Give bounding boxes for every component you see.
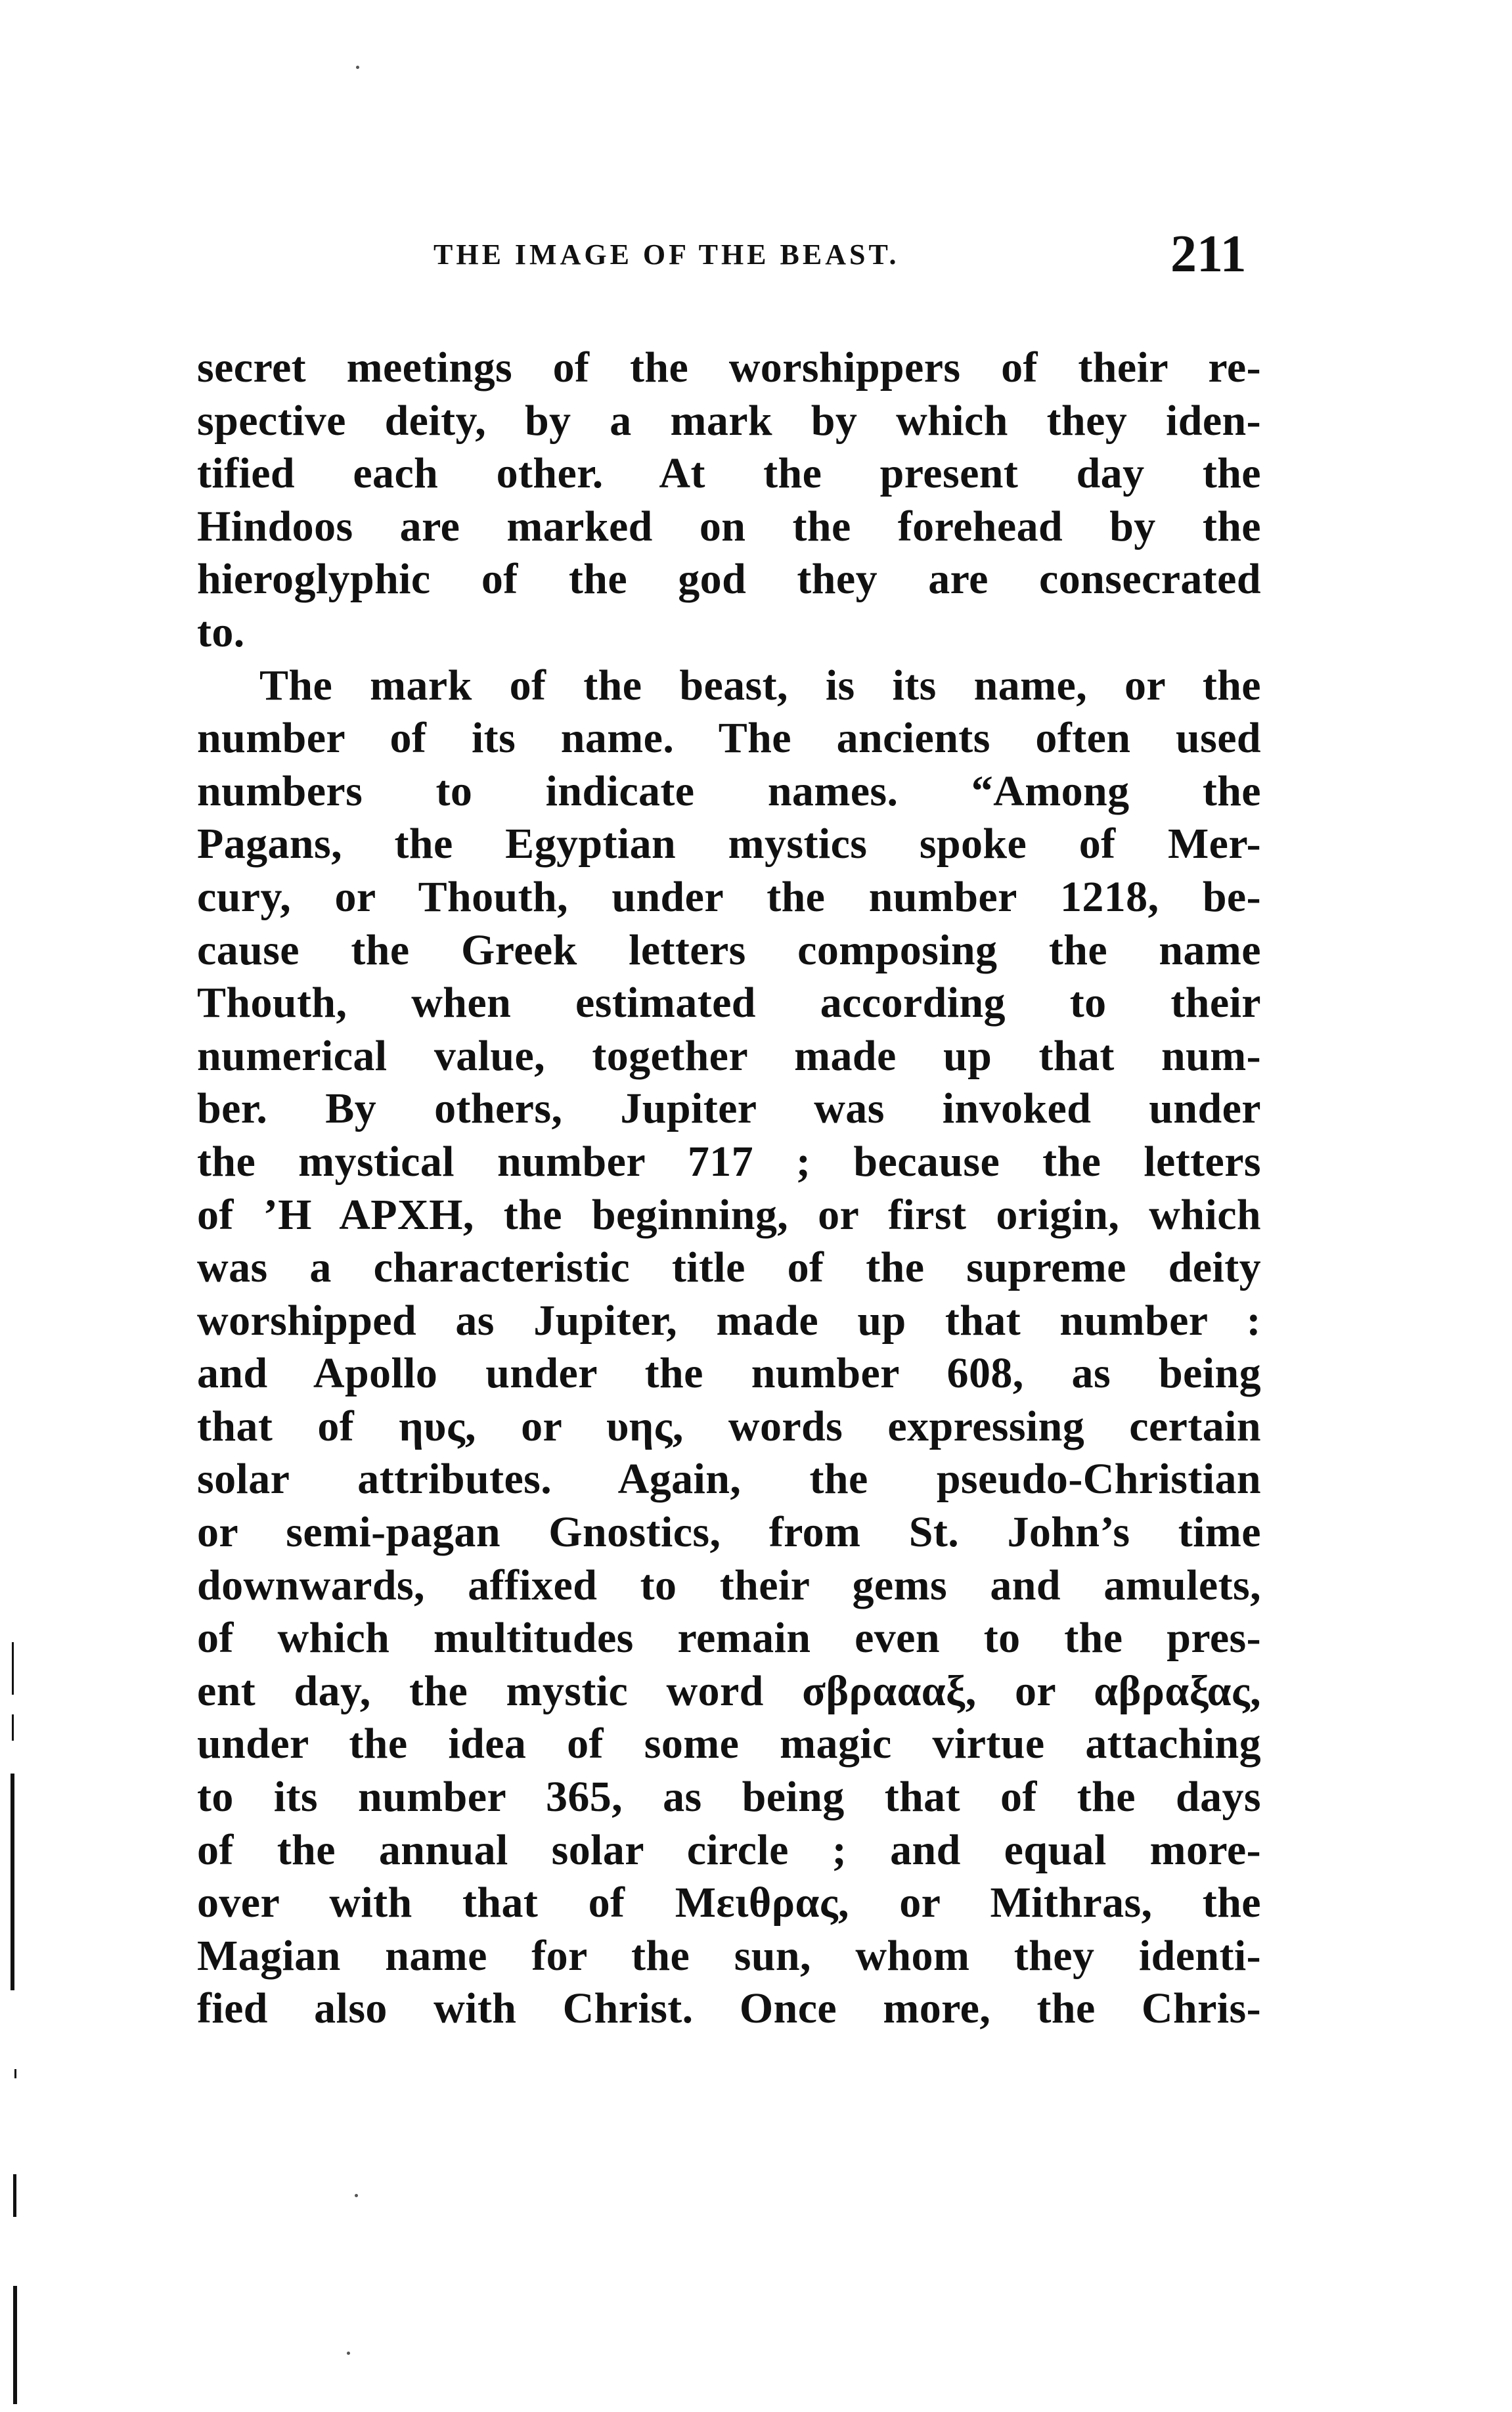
scan-speck	[355, 2194, 358, 2197]
text-line: of the annual solar circle ; and equal more-	[197, 1825, 1261, 1874]
text-line: worshipped as Jupiter, made up that number :	[197, 1296, 1261, 1345]
scan-margin-mark	[13, 2174, 16, 2217]
text-line: Pagans, the Egyptian mystics spoke of Mer-	[197, 820, 1261, 868]
text-line: the mystical number 717 ; because the letters	[197, 1137, 1261, 1186]
page-number: 211	[1170, 225, 1247, 283]
text-line: was a characteristic title of the supreme deity	[197, 1243, 1261, 1292]
text-line: and Apollo under the number 608, as being	[197, 1349, 1261, 1398]
text-line: numbers to indicate names. “Among the	[197, 767, 1261, 815]
scan-margin-mark	[12, 1642, 14, 1695]
scan-margin-mark	[12, 1714, 14, 1741]
text-line: under the idea of some magic virtue attaching	[197, 1720, 1261, 1768]
text-line: cause the Greek letters composing the name	[197, 926, 1261, 974]
text-line: solar attributes. Again, the pseudo-Christian	[197, 1455, 1261, 1504]
text-line: Magian name for the sun, whom they identi-	[197, 1931, 1261, 1980]
scan-margin-mark	[11, 1774, 14, 1990]
scan-margin-mark	[13, 2286, 17, 2404]
scan-margin-mark	[14, 2069, 16, 2078]
text-line: over with that of Μειθρας, or Mithras, the	[197, 1879, 1261, 1927]
scan-speck	[347, 2352, 350, 2355]
text-line: The mark of the beast, is its name, or the	[259, 661, 1261, 709]
scan-speck	[356, 66, 359, 69]
running-head: THE IMAGE OF THE BEAST.	[434, 238, 900, 271]
text-line: of ’Η ΑΡΧΗ, the beginning, or first origin, which	[197, 1190, 1261, 1239]
text-line: of which multitudes remain even to the pres-	[197, 1614, 1261, 1663]
text-line: numerical value, together made up that num-	[197, 1031, 1261, 1080]
text-line: ber. By others, Jupiter was invoked under	[197, 1084, 1261, 1133]
text-line: downwards, affixed to their gems and amulets,	[197, 1561, 1261, 1609]
text-line: ent day, the mystic word σβραααξ, or αβραξας,	[197, 1666, 1261, 1715]
text-line: cury, or Thouth, under the number 1218, be-	[197, 872, 1261, 921]
text-line: spective deity, by a mark by which they iden-	[197, 396, 1261, 445]
text-line: secret meetings of the worshippers of their re-	[197, 344, 1261, 391]
text-line: tified each other. At the present day the	[197, 449, 1261, 498]
text-line: to its number 365, as being that of the days	[197, 1773, 1261, 1821]
text-line: hieroglyphic of the god they are consecrated	[197, 555, 1261, 604]
text-line: Thouth, when estimated according to their	[197, 979, 1261, 1027]
text-line: that of ηυς, or υης, words expressing certain	[197, 1402, 1261, 1450]
body-text	[197, 342, 1261, 2036]
text-line: fied also with Christ. Once more, the Chris-	[197, 1984, 1261, 2033]
text-line: to.	[197, 608, 245, 656]
text-line: number of its name. The ancients often used	[197, 714, 1261, 763]
text-line: Hindoos are marked on the forehead by the	[197, 502, 1261, 550]
text-line: or semi-pagan Gnostics, from St. John’s time	[197, 1508, 1261, 1557]
